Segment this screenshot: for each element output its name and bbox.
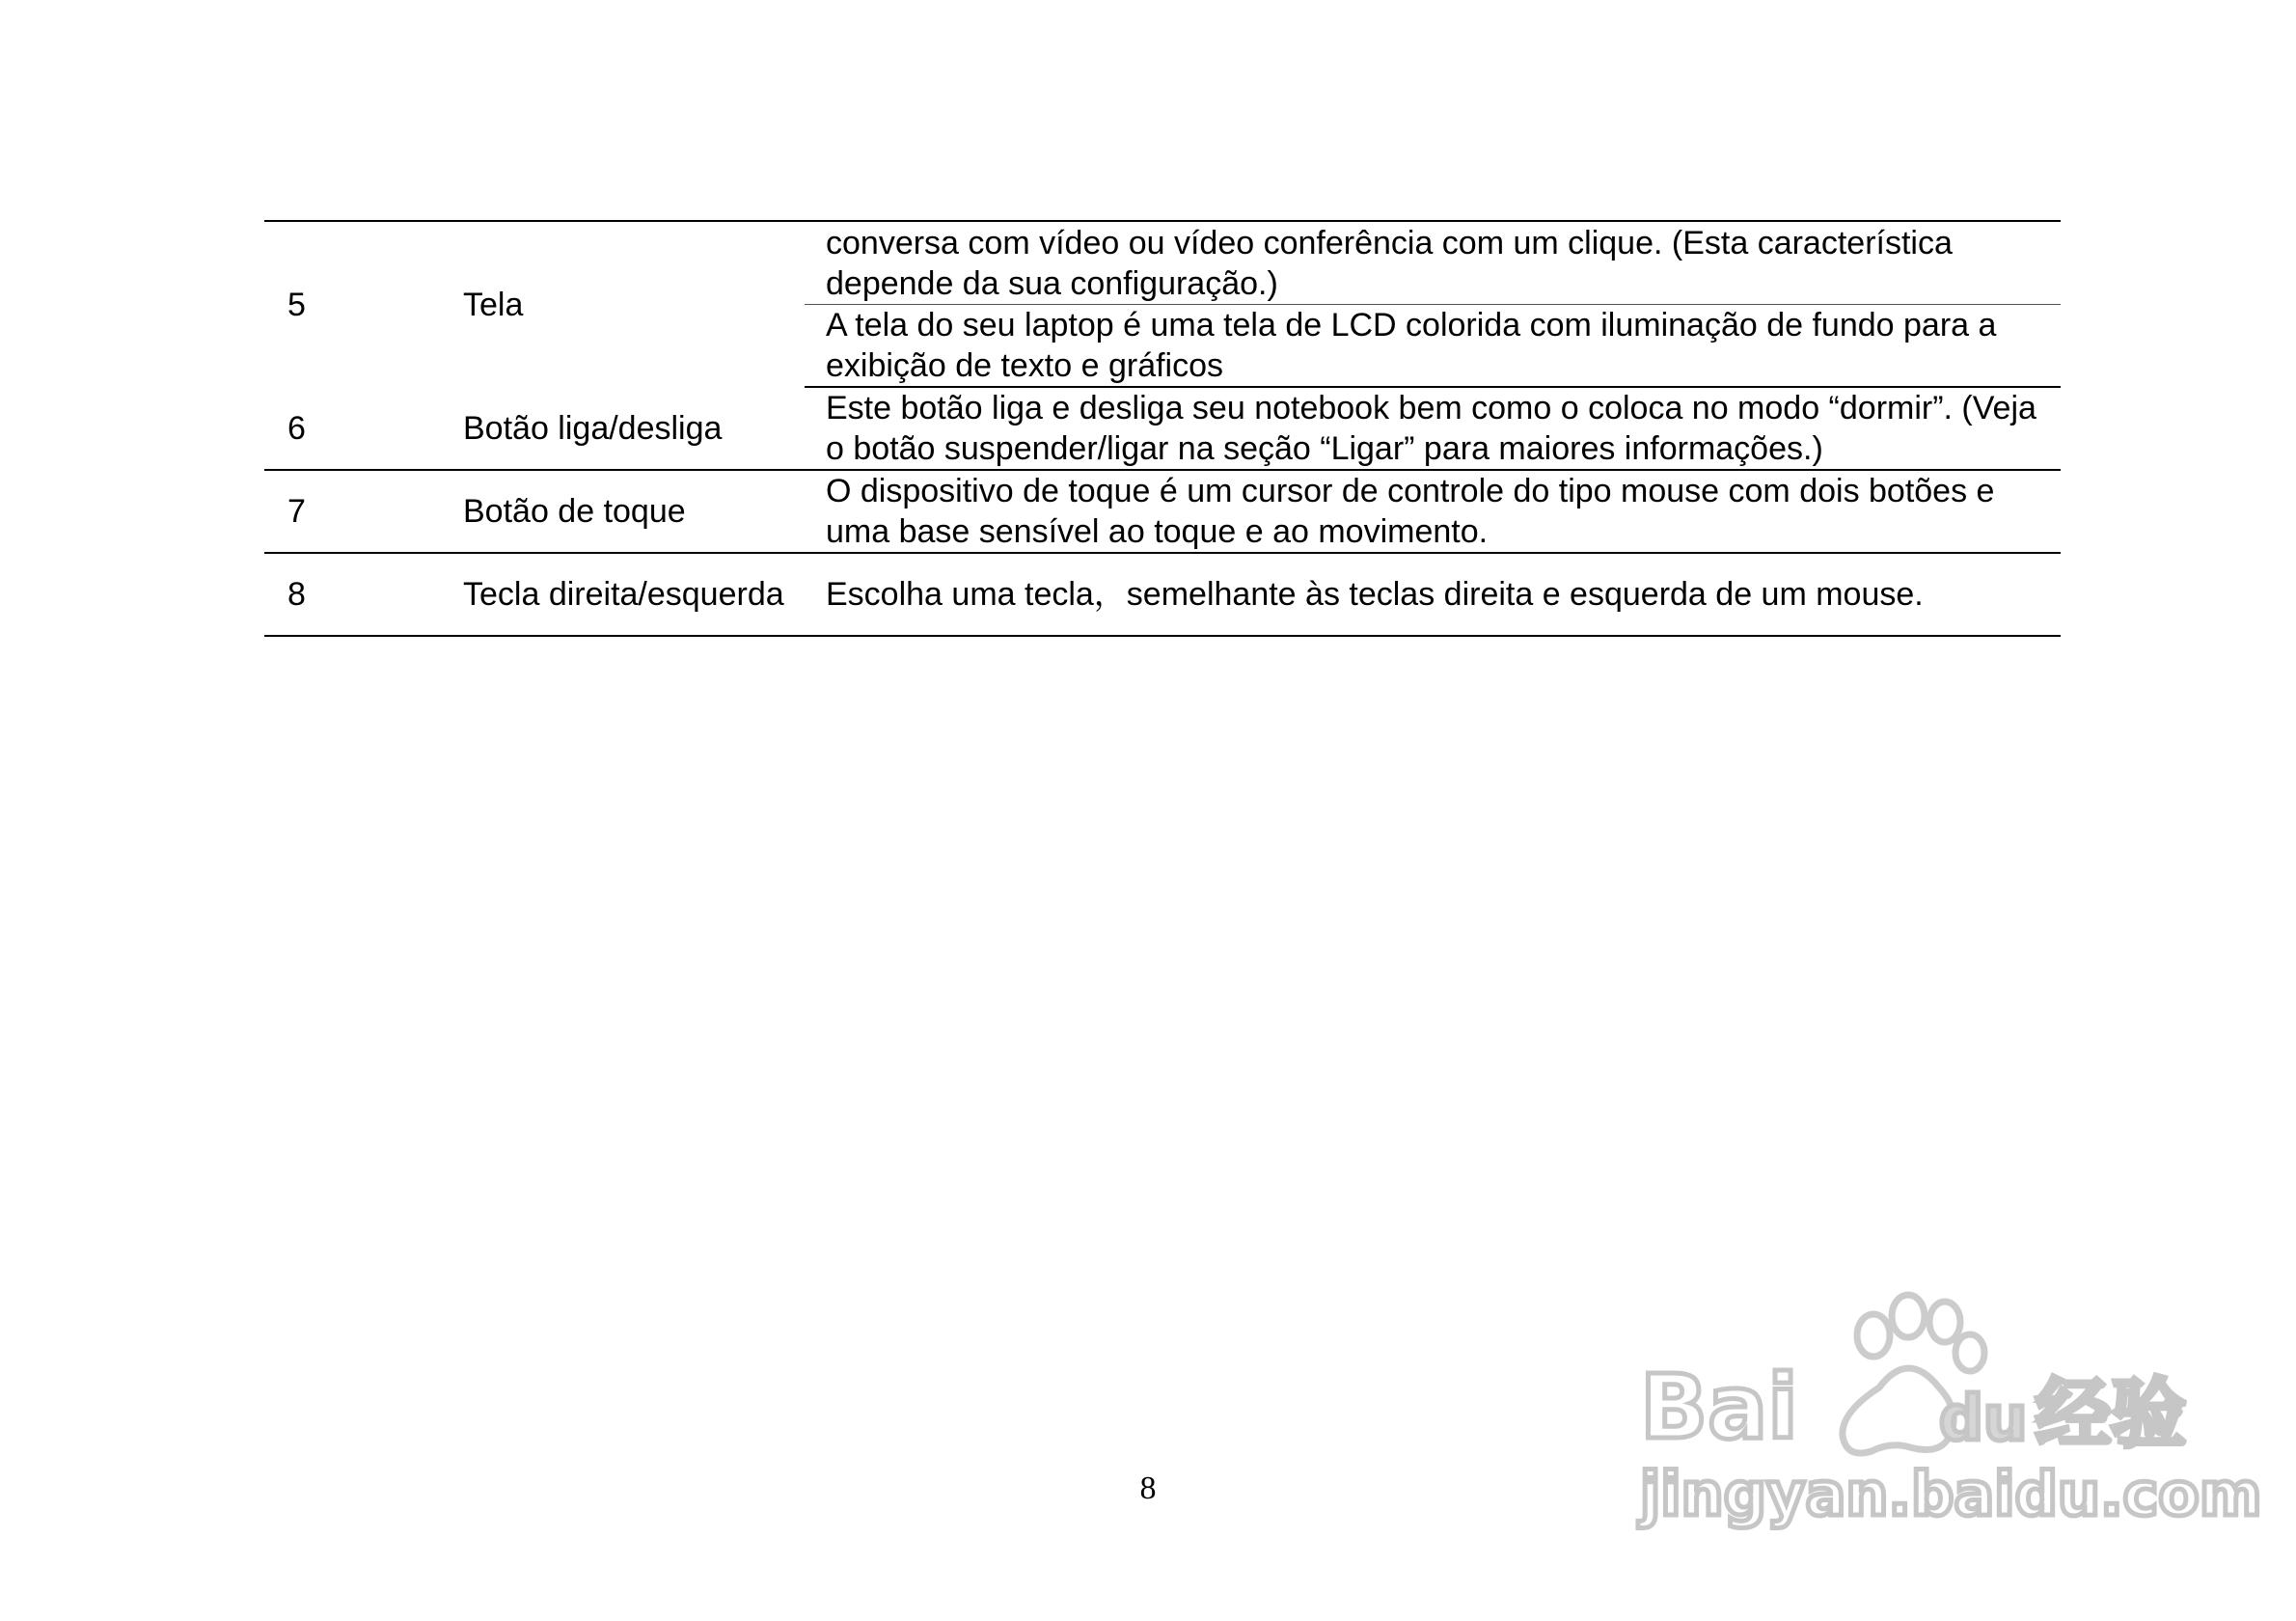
svg-text:Bai: Bai [1640, 1356, 1798, 1459]
cell-number: 8 [264, 553, 461, 636]
cell-name: Botão liga/desliga [461, 387, 805, 470]
cell-description: conversa com vídeo ou vídeo conferência com um clique. (Esta característica depende da sua configuração.) [805, 221, 2061, 305]
cell-description: Este botão liga e desliga seu notebook bem como o coloca no modo “dormir”. (Veja o botão suspender/ligar na seção “Ligar” para maiores informações.) [805, 387, 2061, 470]
cell-number: 7 [264, 470, 461, 553]
svg-text:jingyan.baidu.com: jingyan.baidu.com [1640, 1459, 2262, 1529]
svg-text:du: du [1939, 1384, 2028, 1455]
component-table [264, 220, 2061, 637]
cell-description: O dispositivo de toque é um cursor de controle do tipo mouse com dois botões e uma base sensível ao toque e ao movimento. [805, 470, 2061, 553]
page-number: 8 [1139, 1470, 1157, 1506]
cell-name: Botão de toque [461, 470, 805, 553]
baidu-jingyan-watermark-logo [1621, 1274, 2262, 1534]
cell-description: Escolha uma tecla，semelhante às teclas direita e esquerda de um mouse. [805, 553, 2061, 636]
cell-description: A tela do seu laptop é uma tela de LCD colorida com iluminação de fundo para a exibição de texto e gráficos [805, 305, 2061, 388]
svg-text:经验: 经验 [2036, 1371, 2187, 1458]
table-row [264, 470, 2061, 553]
cell-name-empty: Tela [461, 221, 805, 387]
table-row [264, 553, 2061, 636]
cell-name: Tecla direita/esquerda [461, 553, 805, 636]
cell-number-empty: 5 [264, 221, 461, 387]
cell-number: 6 [264, 387, 461, 470]
table-row [264, 387, 2061, 470]
table-row-continuation [264, 221, 2061, 305]
